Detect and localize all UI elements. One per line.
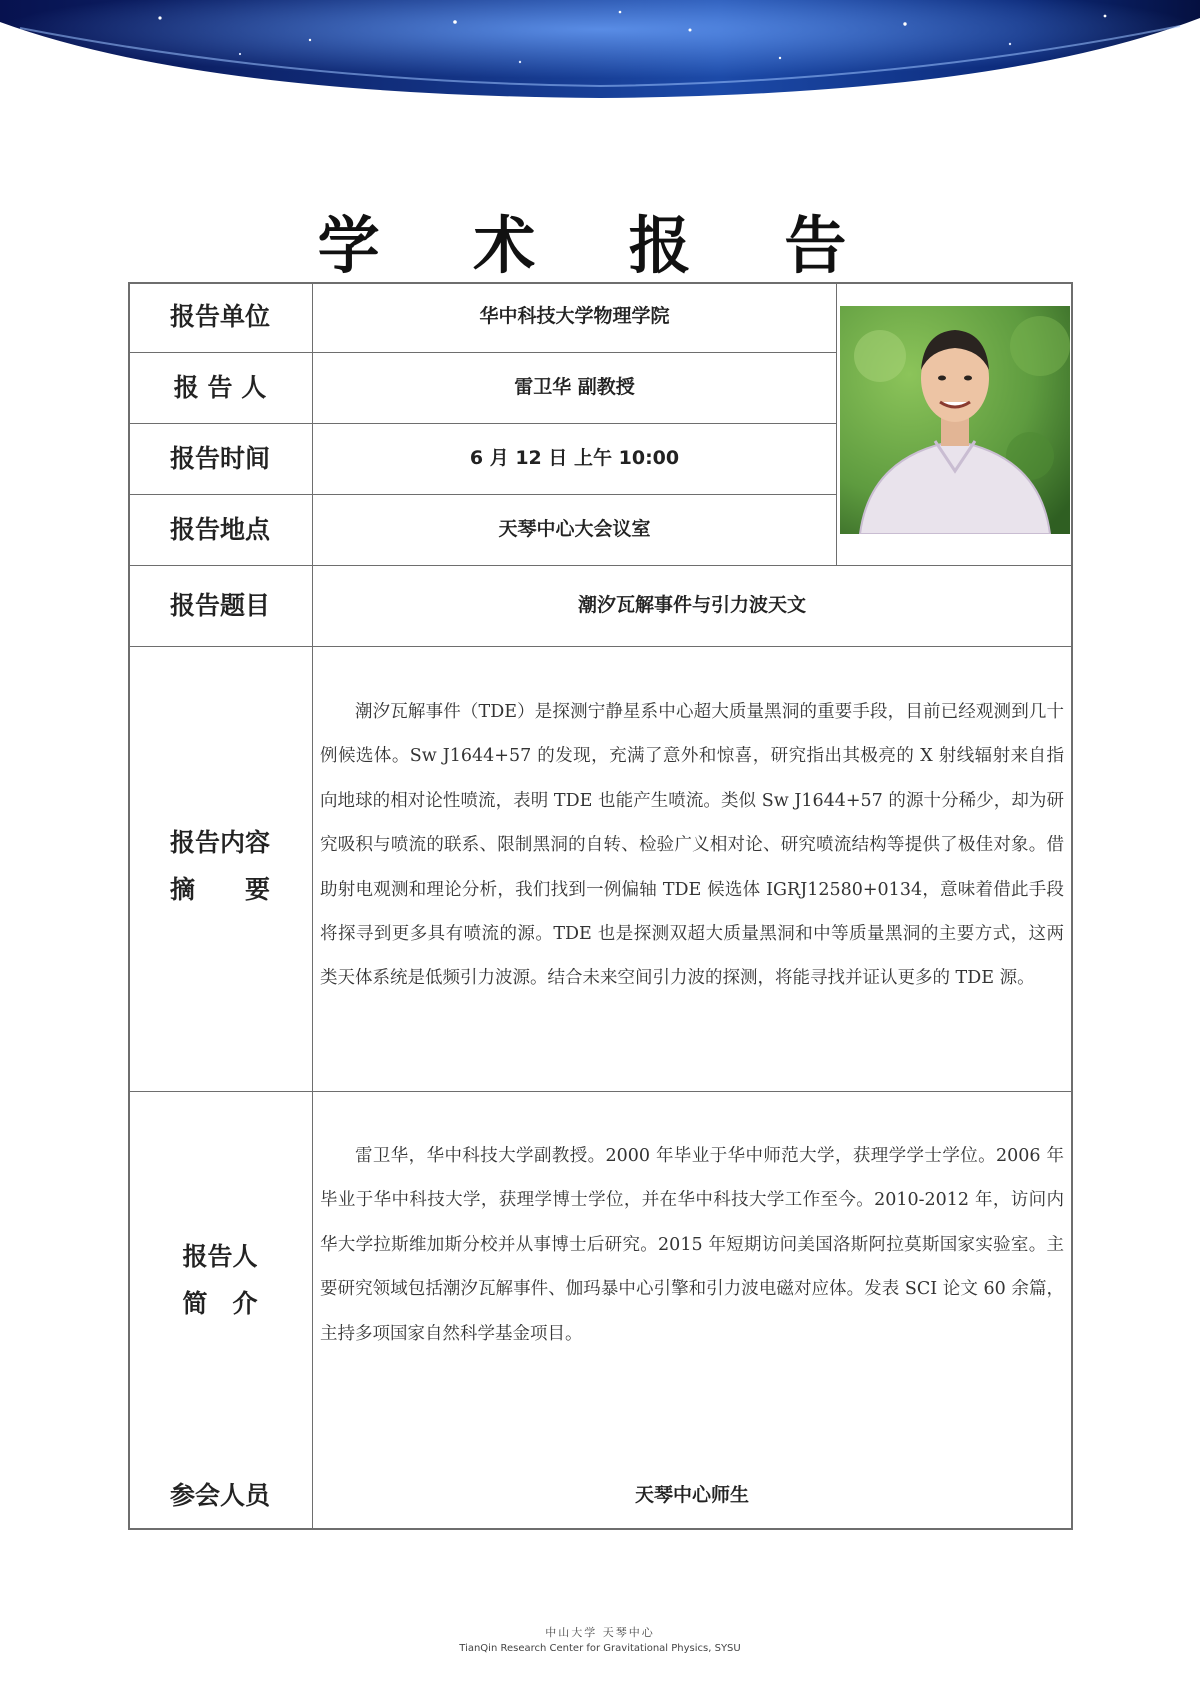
table-border-right xyxy=(1071,282,1073,1530)
label-abstract xyxy=(128,830,312,902)
value-attendees: 天琴中心师生 xyxy=(634,1484,749,1506)
banner-graphic xyxy=(0,0,1200,110)
table-border-top xyxy=(128,282,1073,284)
value-unit: 华中科技大学物理学院 xyxy=(479,305,670,327)
label-unit: 报告单位 xyxy=(169,302,270,331)
speaker-portrait-icon xyxy=(840,306,1070,534)
label-speaker: 报 告 人 xyxy=(173,373,267,402)
space-banner xyxy=(0,0,1200,110)
row-divider xyxy=(128,646,1073,647)
photo-divider xyxy=(836,282,837,566)
label-bio xyxy=(128,1244,312,1316)
report-info-table xyxy=(128,282,1073,1530)
value-speaker: 雷卫华 副教授 xyxy=(514,376,635,398)
label-topic: 报告题目 xyxy=(169,591,270,620)
label-bio-line1: 报告人 xyxy=(182,1242,258,1271)
row-divider xyxy=(128,494,836,495)
label-bio-line2: 简 介 xyxy=(182,1289,258,1318)
label-place: 报告地点 xyxy=(169,515,270,544)
row-divider xyxy=(128,423,836,424)
bio-text: 雷卫华，华中科技大学副教授。2000 年毕业于华中师范大学，获理学学士学位。2006 年毕业于华中科技大学，获理学博士学位，并在华中科技大学工作至今。2010-2012 年，访问内华大学拉斯维加斯分校并从事博士后研究。2015 年短期访问美国洛斯阿拉莫斯国家实验室。主要研究领域包括潮汐瓦解事件、伽玛暴中心引擎和引力波电磁对应体。发表 SCI 论文 60 余篇，主持多项国家自然科学基金项目。 xyxy=(320,1146,1064,1344)
value-time: 6 月 12 日 上午 10:00 xyxy=(469,447,680,469)
label-abstract-line1: 报告内容 xyxy=(169,828,270,857)
table-border-bottom xyxy=(128,1528,1073,1530)
page-title: 学 术 报 告 xyxy=(317,209,883,282)
row-divider xyxy=(128,565,1073,566)
row-divider xyxy=(128,352,836,353)
speaker-photo xyxy=(840,306,1070,534)
footer-org-cn: 中山大学 天琴中心 xyxy=(545,1626,655,1639)
footer-org-en: TianQin Research Center for Gravitational Physics, SYSU xyxy=(459,1643,741,1654)
label-time: 报告时间 xyxy=(169,444,270,473)
value-topic: 潮汐瓦解事件与引力波天文 xyxy=(577,594,806,616)
value-place: 天琴中心大会议室 xyxy=(498,518,651,540)
abstract-text: 潮汐瓦解事件（TDE）是探测宁静星系中心超大质量黑洞的重要手段，目前已经观测到几十例候选体。Sw J1644+57 的发现，充满了意外和惊喜，研究指出其极亮的 X 射线辐射来自指向地球的相对论性喷流，表明 TDE 也能产生喷流。类似 Sw J1644+57 的源十分稀少，却为研究吸积与喷流的联系、限制黑洞的自转、检验广义相对论、研究喷流结构等提供了极佳对象。借助射电观测和理论分析，我们找到一例偏轴 TDE 候选体 IGRJ12580+0134，意味着借此手段将探寻到更多具有喷流的源。TDE 也是探测双超大质量黑洞和中等质量黑洞的主要方式，这两类天体系统是低频引力波源。结合未来空间引力波的探测，将能寻找并证认更多的 TDE 源。 xyxy=(320,702,1064,989)
row-divider xyxy=(128,1091,1073,1092)
label-attendees: 参会人员 xyxy=(169,1481,270,1510)
label-abstract-line2: 摘 要 xyxy=(169,875,270,904)
column-divider xyxy=(312,282,313,1530)
